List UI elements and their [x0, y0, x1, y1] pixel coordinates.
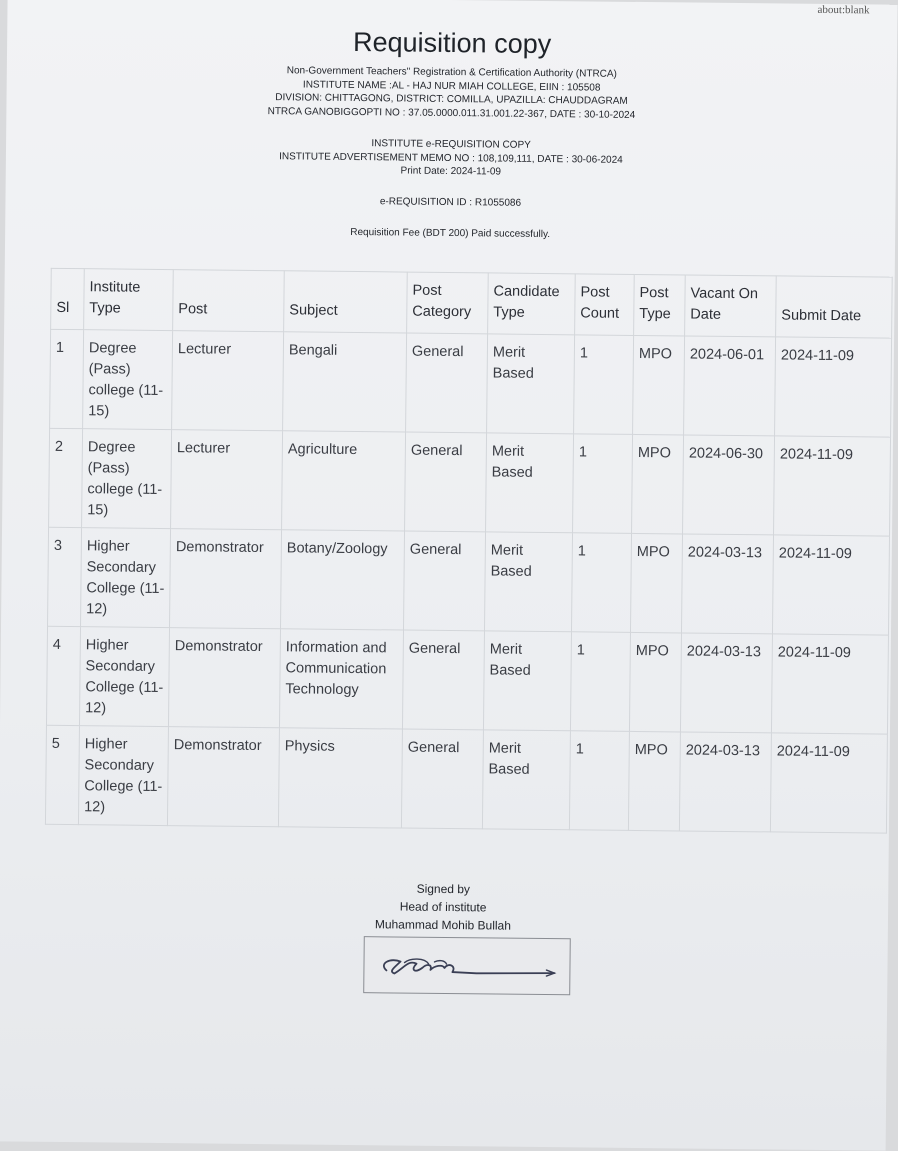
cell-submit-date: 2024-11-09 [771, 634, 888, 734]
cell-institute-type: Degree (Pass) college (11-15) [82, 429, 172, 529]
authority-header [6, 61, 897, 124]
cell-candidate-type: Merit Based [486, 433, 574, 533]
table-row [49, 428, 891, 536]
cell-post: Demonstrator [168, 628, 280, 728]
table-header-row [51, 268, 893, 338]
cell-post: Lecturer [171, 430, 283, 530]
cell-subject: Agriculture [282, 431, 406, 531]
cell-vacant-on: 2024-06-01 [684, 336, 776, 436]
cell-institute-type: Higher Secondary College (11-12) [78, 726, 168, 826]
cell-vacant-on: 2024-06-30 [683, 435, 775, 535]
cell-candidate-type: Merit Based [482, 730, 570, 830]
cell-sl: 1 [50, 329, 84, 428]
division-line: DIVISION: CHITTAGONG, DISTRICT: COMILLA, UPAZILLA: CHAUDDAGRAM [275, 92, 628, 107]
cell-post-type: MPO [632, 434, 684, 534]
cell-vacant-on: 2024-03-13 [679, 732, 771, 832]
header-vacant-on: Vacant On Date [685, 275, 777, 337]
cell-post-category: General [405, 432, 487, 532]
header-candidate-type: Candidate Type [488, 273, 576, 335]
header-sl: Sl [51, 268, 85, 329]
cell-post-type: MPO [633, 335, 685, 435]
cell-post-count: 1 [569, 731, 629, 831]
about-blank-label: about:blank [817, 3, 870, 17]
cell-sl: 2 [49, 428, 83, 527]
authority-name: Non-Government Teachers" Registration & Certification Authority (NTRCA) [286, 65, 617, 80]
table-row [46, 626, 888, 734]
cell-candidate-type: Merit Based [483, 631, 571, 731]
header-subject: Subject [284, 271, 408, 333]
print-date: Print Date: 2024-11-09 [400, 165, 502, 178]
cell-post-count: 1 [574, 335, 634, 435]
copy-type: INSTITUTE e-REQUISITION COPY [371, 138, 531, 151]
handwritten-signature-icon [364, 937, 570, 994]
institute-name-line: INSTITUTE NAME :AL - HAJ NUR MIAH COLLEGE, EIIN : 105508 [302, 78, 601, 94]
cell-subject: Botany/Zoology [281, 530, 405, 630]
cell-post-type: MPO [628, 731, 680, 831]
cell-subject: Bengali [283, 332, 407, 432]
cell-post-category: General [404, 531, 486, 631]
fee-status: Requisition Fee (BDT 200) Paid successfully. [350, 226, 551, 241]
table-row [45, 725, 887, 833]
cell-submit-date: 2024-11-09 [774, 436, 891, 536]
cell-submit-date: 2024-11-09 [770, 733, 887, 833]
cell-post-count: 1 [570, 632, 630, 732]
cell-post: Lecturer [172, 331, 284, 431]
cell-sl: 4 [46, 626, 80, 725]
requisition-info [6, 133, 896, 183]
cell-institute-type: Higher Secondary College (11-12) [79, 627, 169, 727]
table-row [50, 329, 892, 437]
cell-vacant-on: 2024-03-13 [681, 534, 773, 634]
cell-post-category: General [406, 333, 488, 433]
cell-subject: Information and Communication Technology [279, 629, 403, 729]
cell-candidate-type: Merit Based [484, 532, 572, 632]
signed-by-label: Signed by [416, 881, 471, 897]
header-institute-type: Institute Type [84, 269, 174, 331]
header-submit-date: Submit Date [776, 276, 893, 338]
signature-block [0, 875, 888, 938]
cell-post-category: General [402, 630, 484, 730]
cell-post-category: General [401, 729, 483, 829]
cell-subject: Physics [278, 728, 402, 828]
cell-institute-type: Higher Secondary College (11-12) [81, 528, 171, 628]
cell-submit-date: 2024-11-09 [775, 337, 892, 437]
cell-post-type: MPO [629, 632, 681, 732]
cell-sl: 3 [48, 527, 82, 626]
signer-name: Muhammad Mohib Bullah [374, 917, 512, 933]
cell-post: Demonstrator [170, 529, 282, 629]
cell-post-count: 1 [573, 434, 633, 534]
page-title: Requisition copy [352, 26, 552, 60]
signer-role: Head of institute [399, 899, 487, 915]
cell-post-type: MPO [630, 533, 682, 633]
cell-submit-date: 2024-11-09 [772, 535, 889, 635]
cell-post: Demonstrator [167, 727, 279, 827]
requisition-id: e-REQUISITION ID : R1055086 [379, 196, 522, 209]
header-post-category: Post Category [407, 272, 489, 334]
cell-post-count: 1 [571, 533, 631, 633]
requisition-table [45, 268, 893, 834]
cell-vacant-on: 2024-03-13 [680, 633, 772, 733]
header-post-count: Post Count [575, 274, 635, 336]
signature-image [363, 936, 571, 995]
cell-candidate-type: Merit Based [487, 334, 575, 434]
cell-sl: 5 [45, 725, 79, 824]
header-post-type: Post Type [634, 274, 686, 336]
header-post: Post [173, 270, 285, 332]
table-row [48, 527, 890, 635]
memo-line: INSTITUTE ADVERTISEMENT MEMO NO : 108,109,111, DATE : 30-06-2024 [279, 150, 623, 166]
cell-institute-type: Degree (Pass) college (11-15) [83, 330, 173, 430]
ganobiggopti-line: NTRCA GANOBIGGOPTI NO : 37.05.0000.011.31.001.22-367, DATE : 30-10-2024 [267, 105, 636, 121]
